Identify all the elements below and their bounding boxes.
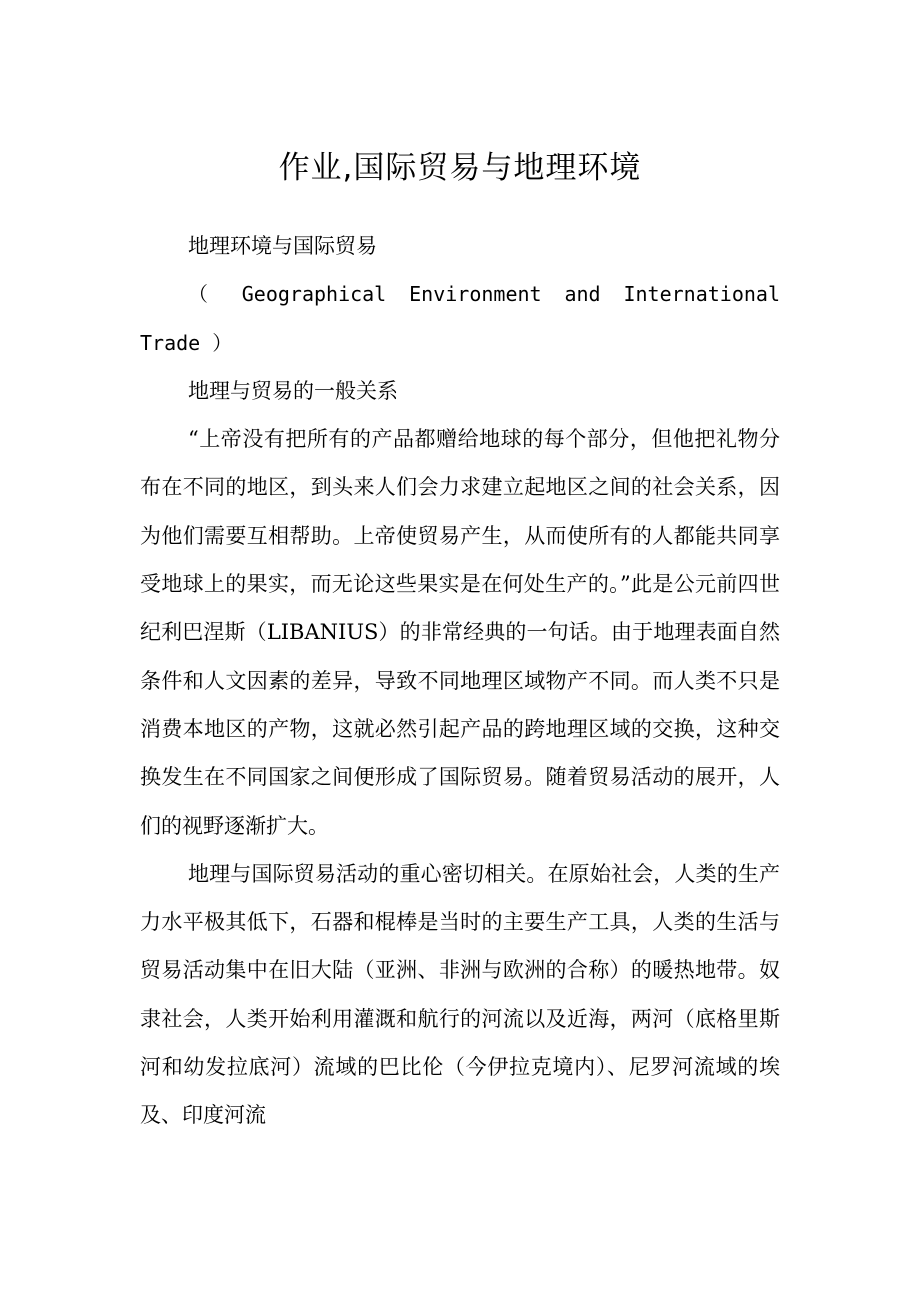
english-subtitle: （ Geographical Environment and International Trade ） (140, 282, 780, 355)
paragraph-quote: “上帝没有把所有的产品都赠给地球的每个部分，但他把礼物分布在不同的地区，到头来人们会力求建立起地区之间的社会关系，因为他们需要互相帮助。上帝使贸易产生，从而使所有的人都能共同享受地球上的果实，而无论这些果实是在何处生产的。”此是公元前四世纪利巴涅斯（LIBANIUS）的非常经典的一句话。由于地理表面自然条件和人文因素的差异，导致不同地理区域物产不同。而人类不只是消费本地区的产物，这就必然引起产品的跨地理区域的交换，这种交换发生在不同国家之间便形成了国际贸易。随着贸易活动的展开，人们的视野逐渐扩大。 (140, 427, 780, 838)
section-title: 地理与贸易的一般关系 (188, 378, 398, 403)
heading: 地理环境与国际贸易 (188, 234, 377, 258)
document-title: 作业,国际贸易与地理环境 (278, 150, 642, 186)
document-body (140, 222, 780, 1140)
paragraph-history: 地理与国际贸易活动的重心密切相关。在原始社会，人类的生产力水平极其低下，石器和棍棒是当时的主要生产工具，人类的生活与贸易活动集中在旧大陆（亚洲、非洲与欧洲的合称）的暖热地带。奴隶社会，人类开始利用灌溉和航行的河流以及近海，两河（底格里斯河和幼发拉底河）流域的巴比伦（今伊拉克境内）、尼罗河流域的埃及、印度河流 (140, 861, 780, 1128)
